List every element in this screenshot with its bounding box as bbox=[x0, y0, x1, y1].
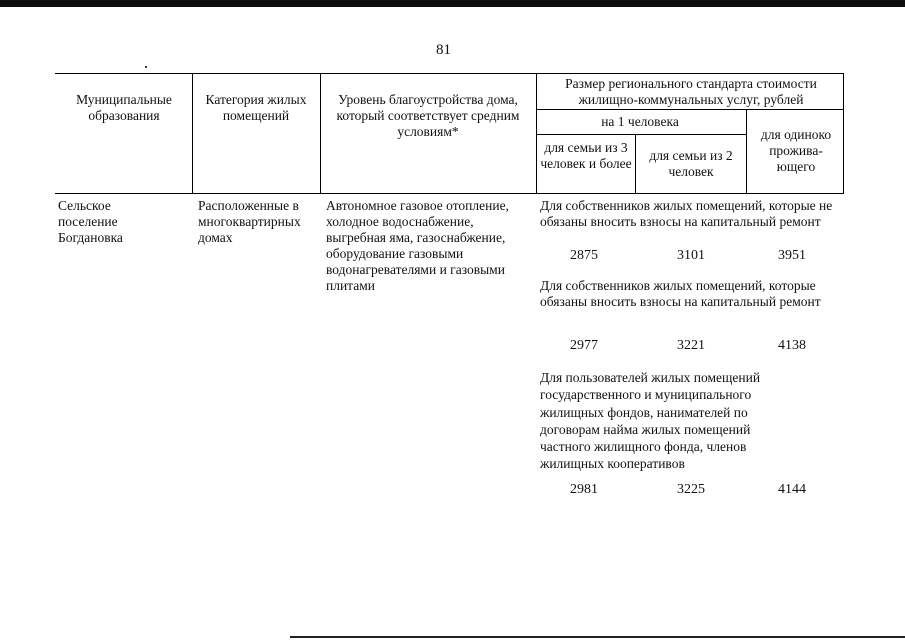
page-number: 81 bbox=[436, 42, 451, 58]
per-person-sub-rule bbox=[536, 134, 746, 135]
group-2-family-3plus-value: 2977 bbox=[570, 338, 598, 353]
header-family-2: для семьи из 2 человек bbox=[649, 148, 733, 179]
standard-sub-rule bbox=[536, 109, 844, 110]
header-comfort: Уровень благоустройства дома, который соответствует средним условиям* bbox=[336, 92, 520, 139]
top-scan-border bbox=[0, 0, 905, 7]
header-standard: Размер регионального стандарта стоимости жилищно-коммунальных услуг, рублей bbox=[565, 76, 817, 107]
bottom-scan-border bbox=[290, 636, 905, 638]
header-category: Категория жилых помещений bbox=[205, 92, 307, 123]
header-single: для одиноко прожива-ющего bbox=[760, 127, 832, 174]
group-3-label: Для пользователей жилых помещений государственного и муниципального жилищных фондов, нанимателей по договорам найма жилых помещений частного жилищного фонда, членов жилищных кооперативов bbox=[540, 370, 761, 472]
cell-comfort: Автономное газовое отопление, холодное водоснабжение, выгребная яма, газоснабжение, оборудование газовыми водонагревателями и газовыми плитами bbox=[326, 198, 509, 293]
group-2-label: Для собственников жилых помещений, которые обязаны вносить взносы на капитальный ремонт bbox=[540, 278, 821, 309]
scan-speck bbox=[145, 66, 147, 68]
group-1-family-2-value: 3101 bbox=[677, 248, 705, 263]
header-per-person: на 1 человека bbox=[601, 114, 679, 129]
vline-2 bbox=[320, 73, 321, 194]
group-1-label: Для собственников жилых помещений, которые не обязаны вносить взносы на капитальный ремонт bbox=[540, 198, 833, 229]
vline-3 bbox=[536, 73, 537, 194]
group-2-single-value: 4138 bbox=[778, 338, 806, 353]
group-2-family-2-value: 3221 bbox=[677, 338, 705, 353]
vline-5 bbox=[746, 109, 747, 194]
vline-right bbox=[843, 73, 844, 194]
header-bottom-rule bbox=[55, 193, 844, 194]
cell-category: Расположенные в многоквартирных домах bbox=[198, 198, 301, 245]
header-family-3plus: для семьи из 3 человек и более bbox=[540, 140, 632, 171]
vline-1 bbox=[192, 73, 193, 194]
group-1-single-value: 3951 bbox=[778, 248, 806, 263]
group-3-family-2-value: 3225 bbox=[677, 482, 705, 497]
group-1-family-3plus-value: 2875 bbox=[570, 248, 598, 263]
vline-4 bbox=[635, 134, 636, 194]
group-3-family-3plus-value: 2981 bbox=[570, 482, 598, 497]
group-3-single-value: 4144 bbox=[778, 482, 806, 497]
cell-municipality: Сельское поселение Богдановка bbox=[58, 198, 123, 245]
table-top-rule bbox=[55, 73, 844, 74]
header-municipality: Муниципальные образования bbox=[76, 92, 172, 123]
